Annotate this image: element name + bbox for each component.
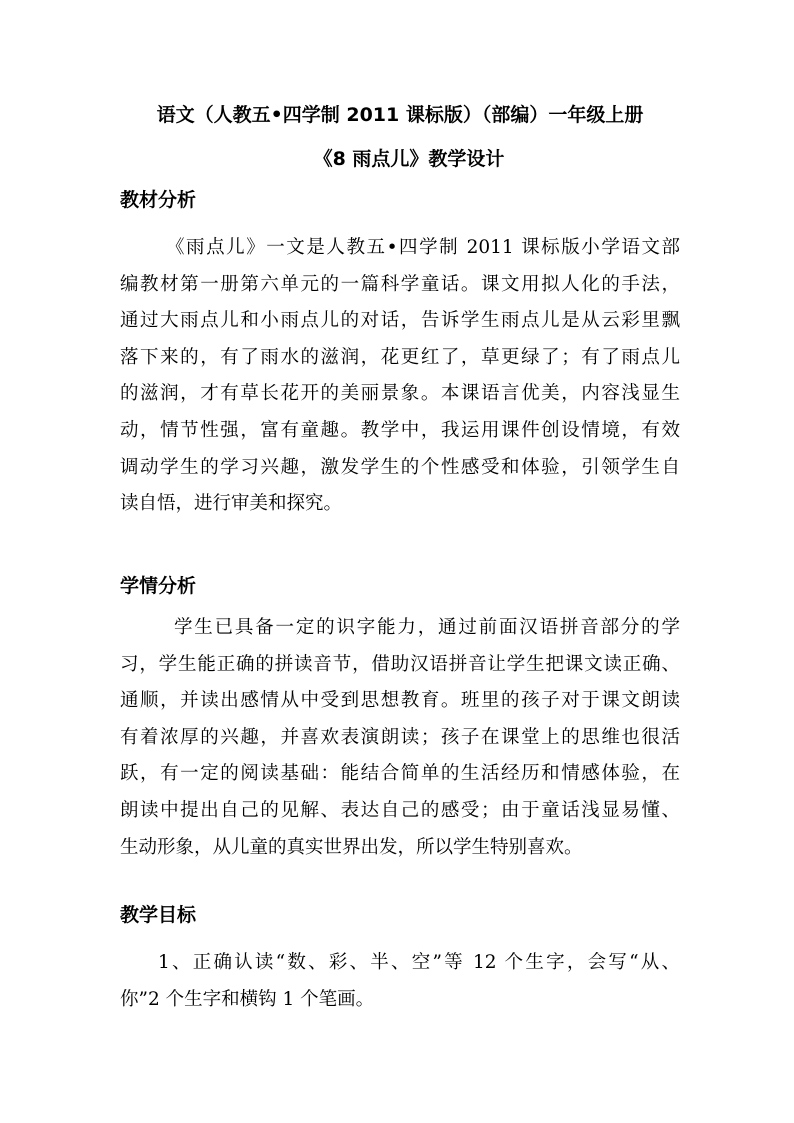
paragraph-teaching-goals [120,945,680,1018]
paragraph-line: 通过大雨点儿和小雨点儿的对话，告诉学生雨点儿是从云彩里飘 [120,310,680,332]
document-title: 语文（人教五•四学制 2011 课标版）（部编）一年级上册 [156,104,644,126]
paragraph-line: 朗读中提出自己的见解、表达自己的感受；由于童话浅显易懂、 [120,799,680,821]
section-heading-teaching-goals: 教学目标 [120,904,197,926]
paragraph-line: 编教材第一册第六单元的一篇科学童话。课文用拟人化的手法， [120,273,680,295]
paragraph-line: 通顺，并读出感情从中受到思想教育。班里的孩子对于课文朗读 [120,690,680,712]
paragraph-line: 习，学生能正确的拼读音节，借助汉语拼音让学生把课文读正确、 [120,653,680,675]
paragraph-line: 你”2 个生字和横钩 1 个笔画。 [120,988,375,1010]
section-heading-textbook-analysis: 教材分析 [120,189,197,211]
paragraph-student-analysis [120,610,680,866]
paragraph-line: 的滋润，才有草长花开的美丽景象。本课语言优美，内容浅显生 [120,383,680,405]
section-heading-student-analysis: 学情分析 [120,575,197,597]
paragraph-line: 调动学生的学习兴趣，激发学生的个性感受和体验，引领学生自 [120,456,680,478]
paragraph-line: 生动形象，从儿童的真实世界出发，所以学生特别喜欢。 [120,836,583,858]
paragraph-line: 有着浓厚的兴趣，并喜欢表演朗读；孩子在课堂上的思维也很活 [120,726,680,748]
paragraph-line: 学生已具备一定的识字能力，通过前面汉语拼音部分的学 [174,617,680,638]
paragraph-line: 《雨点儿》一文是人教五•四学制 2011 课标版小学语文部 [166,237,680,258]
paragraph-line: 动，情节性强，富有童趣。教学中，我运用课件创设情境，有效 [120,419,680,441]
paragraph-line: 落下来的，有了雨水的滋润，花更红了，草更绿了；有了雨点儿 [120,346,680,368]
paragraph-line: 跃，有一定的阅读基础：能结合简单的生活经历和情感体验，在 [120,763,680,785]
paragraph-textbook-analysis [120,230,680,523]
document-subtitle: 《8 雨点儿》教学设计 [313,148,505,170]
paragraph-line: 1、正确认读“数、彩、半、空”等 12 个生字，会写“从、 [158,952,680,973]
paragraph-line: 读自悟，进行审美和探究。 [120,493,343,515]
